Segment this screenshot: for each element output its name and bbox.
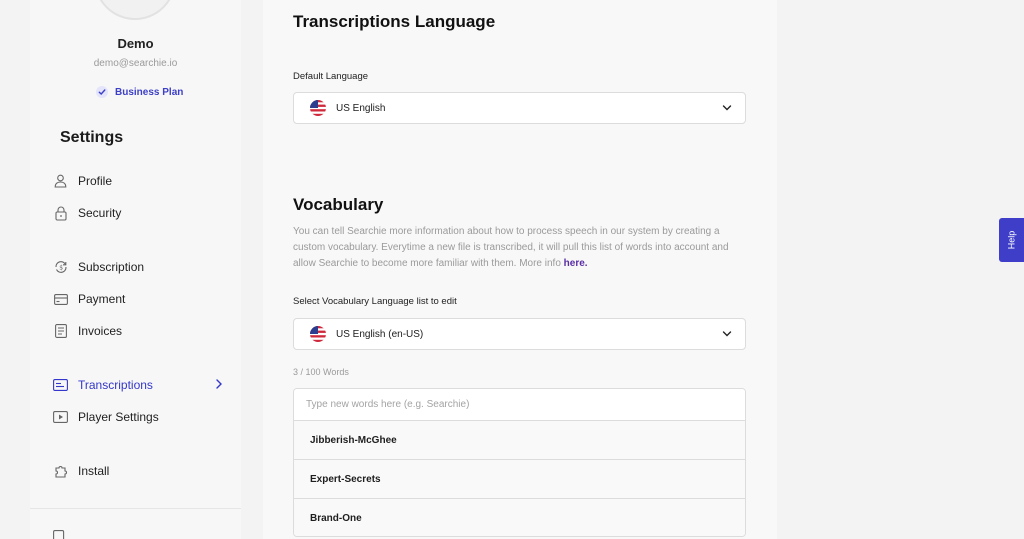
- sidebar-divider: [30, 508, 241, 509]
- sidebar-item-label: Payment: [78, 292, 126, 306]
- more-info-link[interactable]: here.: [563, 258, 588, 269]
- list-item[interactable]: Expert-Secrets: [294, 460, 745, 499]
- default-language-value: US English: [336, 102, 386, 114]
- plan-label: Business Plan: [115, 86, 184, 98]
- invoice-icon: [53, 324, 68, 339]
- list-item[interactable]: Jibberish-McGhee: [294, 421, 745, 460]
- help-button[interactable]: [999, 218, 1024, 262]
- sidebar-item-player-settings[interactable]: [53, 407, 223, 427]
- sidebar-item-label: Invoices: [78, 324, 123, 338]
- transcription-icon: [53, 378, 68, 393]
- list-item[interactable]: Brand-One: [294, 499, 745, 537]
- vocabulary-language-label: Select Vocabulary Language list to edit: [293, 296, 457, 307]
- vocabulary-description: [293, 224, 748, 272]
- sidebar-item-invoices[interactable]: [53, 321, 223, 341]
- sidebar-item-payment[interactable]: [53, 289, 223, 309]
- sidebar-item-label: Profile: [78, 174, 113, 188]
- lock-icon: [53, 206, 68, 221]
- transcriptions-heading: Transcriptions Language: [293, 12, 496, 31]
- transcriptions-panel: [263, 0, 777, 539]
- sidebar-item-label: Security: [78, 206, 122, 220]
- chevron-right-icon: [215, 378, 223, 393]
- sidebar-item-label: Player Settings: [78, 410, 159, 424]
- sidebar-item-security[interactable]: [53, 203, 223, 223]
- player-icon: [53, 410, 68, 425]
- svg-text:$: $: [58, 264, 63, 272]
- sidebar-item-label: Subscription: [78, 260, 145, 274]
- sidebar-item-profile[interactable]: [53, 171, 223, 191]
- sidebar-item-install[interactable]: [53, 461, 223, 481]
- vocabulary-word-list: [293, 388, 746, 537]
- check-icon: [96, 86, 108, 98]
- puzzle-icon: [53, 464, 68, 479]
- user-icon: [53, 174, 68, 189]
- vocabulary-description-text: You can tell Searchie more information about how to process speech in our system by creating a custom vocabulary. Everytime a new file is transcribed, it will pull this list of words into account and allow Searchie to become more familiar with them. More info: [293, 226, 729, 269]
- chevron-down-icon: [722, 329, 732, 342]
- vocabulary-language-select[interactable]: [293, 318, 746, 350]
- credit-card-icon: [53, 292, 68, 307]
- help-label: Help: [1006, 230, 1017, 250]
- settings-sidebar: [30, 0, 241, 539]
- us-flag-icon: [310, 100, 326, 116]
- sidebar-item-transcriptions[interactable]: [53, 375, 223, 395]
- sidebar-item-label: Transcriptions: [78, 378, 153, 392]
- default-language-select[interactable]: [293, 92, 746, 124]
- plan-badge: [96, 86, 183, 98]
- user-name: Demo: [117, 36, 154, 51]
- avatar[interactable]: [94, 0, 176, 20]
- vocabulary-heading: Vocabulary: [293, 195, 384, 214]
- sidebar-item-subscription[interactable]: [53, 257, 223, 277]
- chevron-down-icon: [722, 103, 732, 116]
- default-language-label: Default Language: [293, 71, 369, 82]
- settings-title: Settings: [60, 129, 124, 146]
- logout-icon[interactable]: [53, 530, 67, 539]
- new-word-input[interactable]: [294, 389, 745, 421]
- user-email: demo@searchie.io: [93, 58, 178, 69]
- subscription-icon: [53, 260, 68, 275]
- vocabulary-language-value: US English (en-US): [336, 328, 424, 340]
- sidebar-item-label: Install: [78, 464, 110, 478]
- us-flag-icon: [310, 326, 326, 342]
- word-count: 3 / 100 Words: [293, 367, 349, 377]
